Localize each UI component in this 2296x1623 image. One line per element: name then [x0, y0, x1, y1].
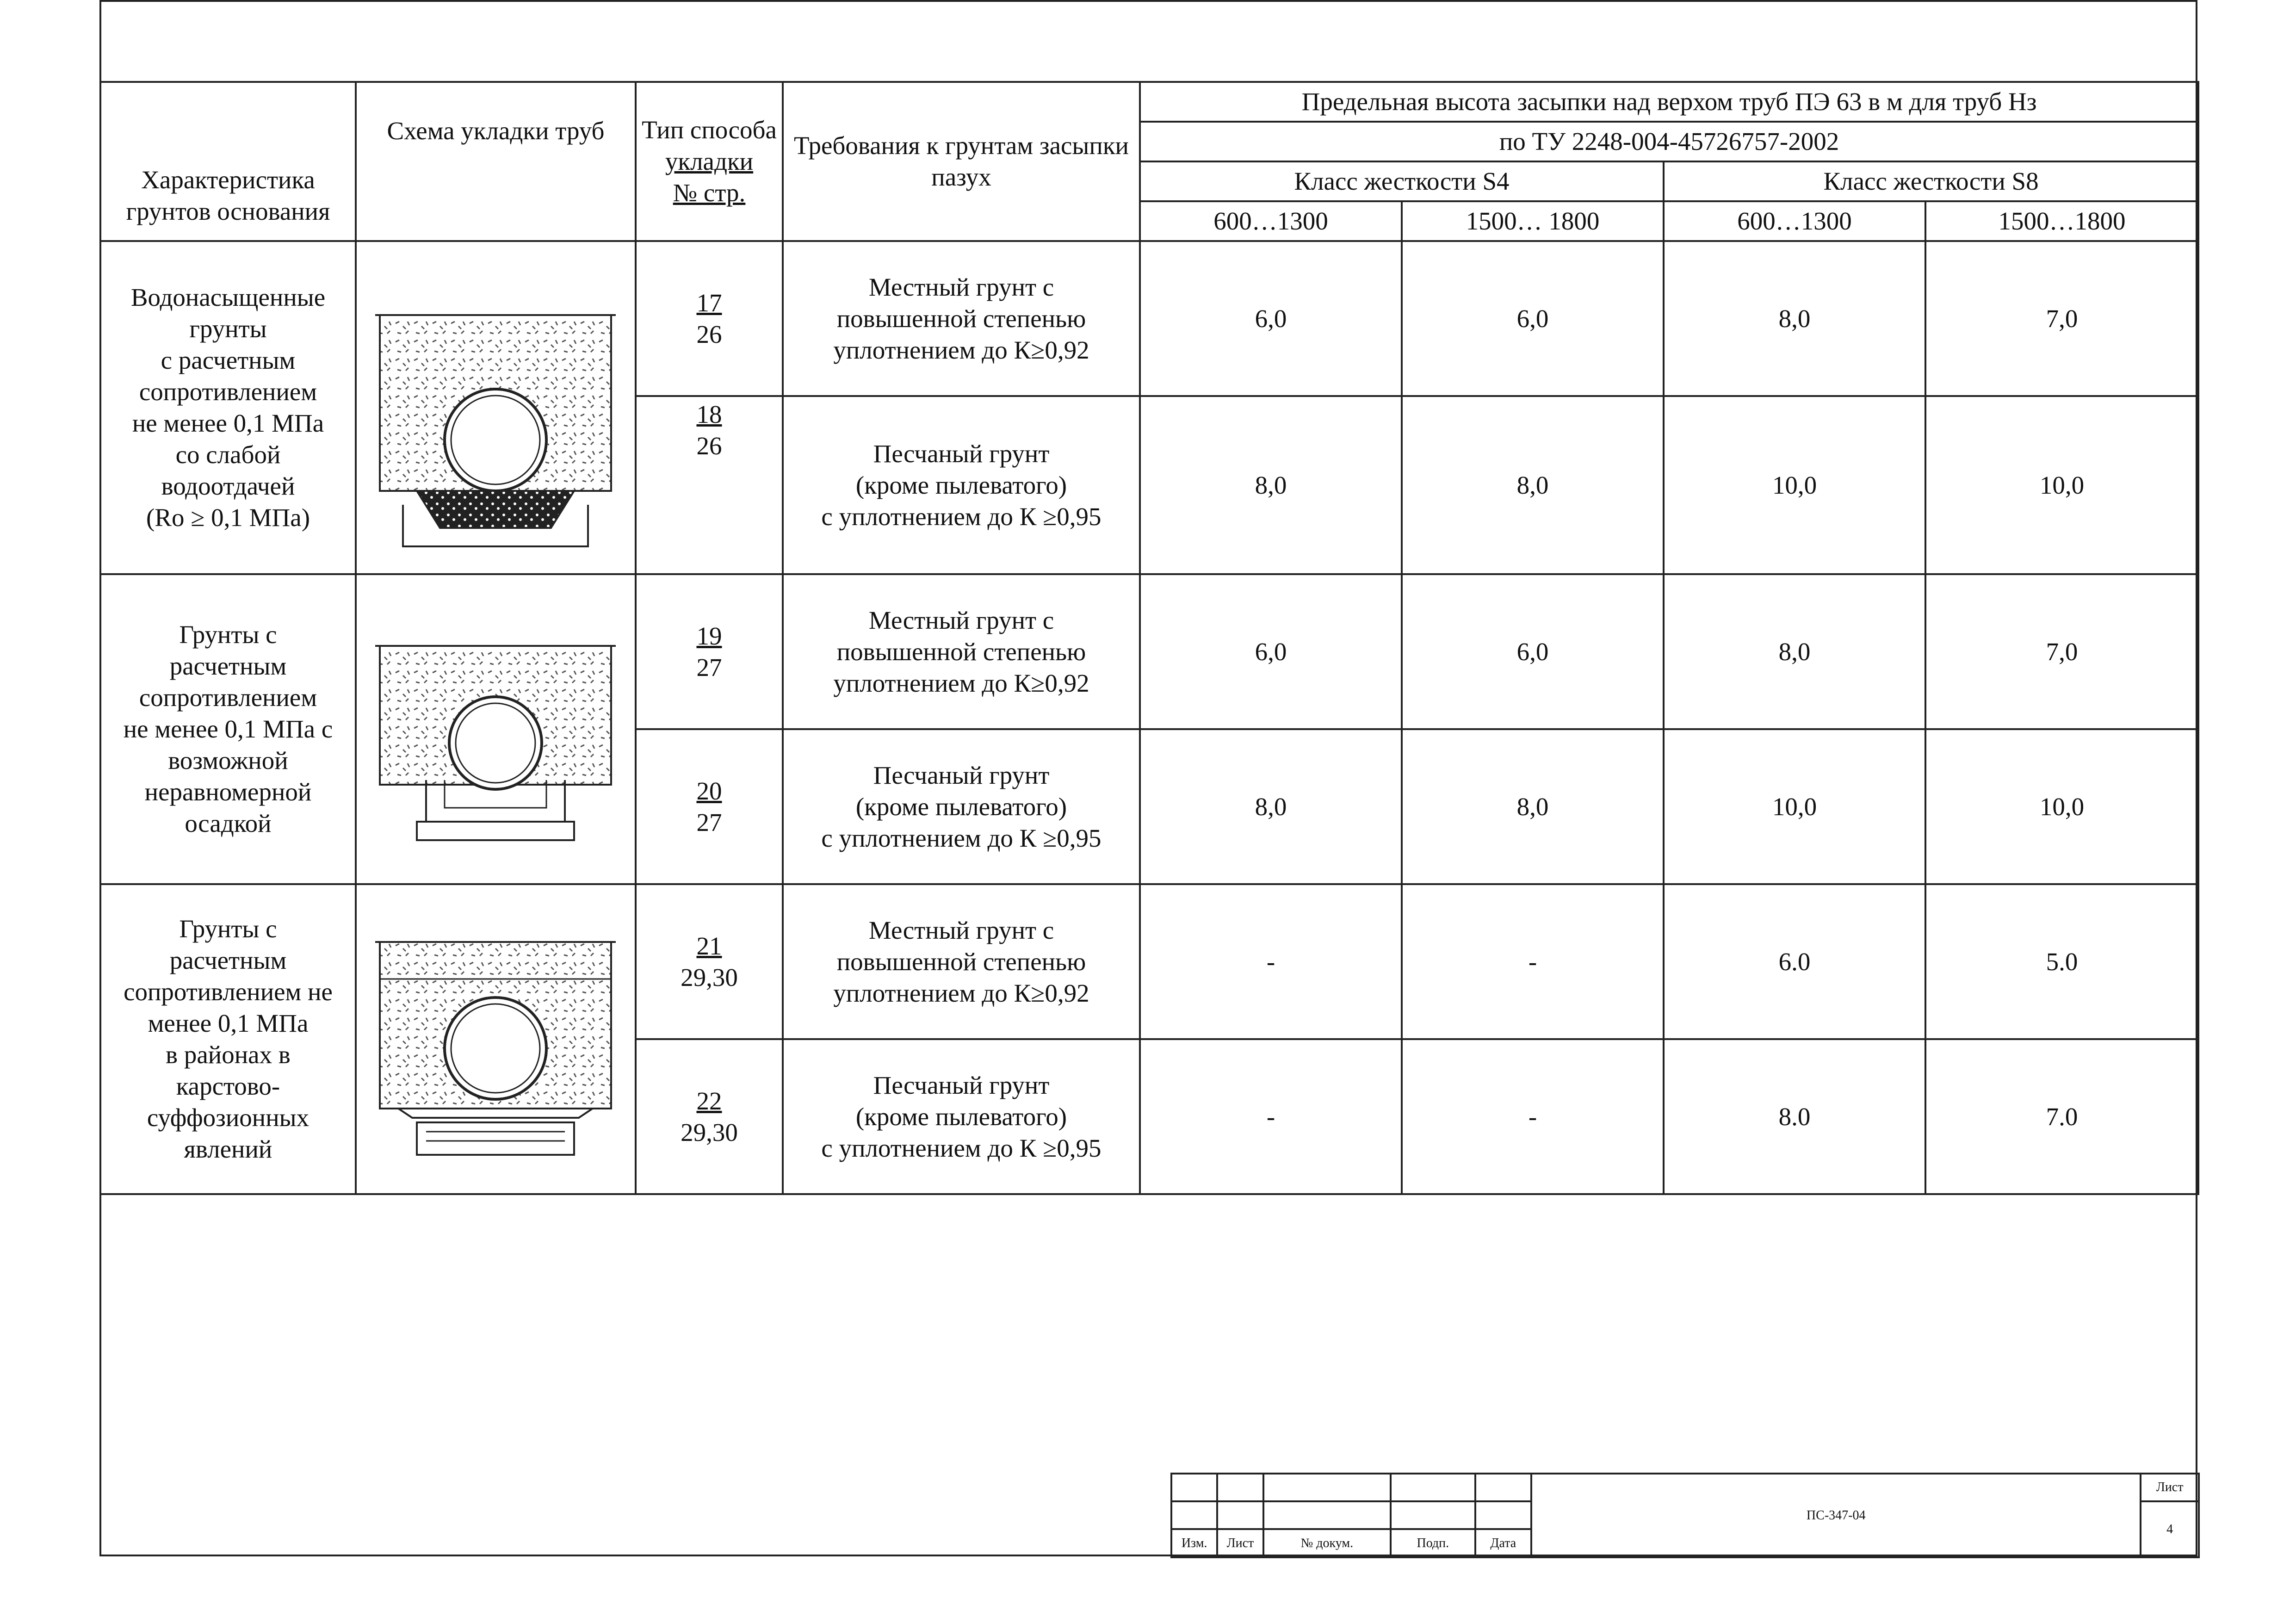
value-s8-d1: 6.0: [1664, 884, 1925, 1039]
table-row: [100, 884, 2198, 1039]
header-type: [636, 82, 783, 241]
backfill-table: [99, 81, 2199, 1195]
laying-type-cell: [636, 574, 783, 729]
document-number: ПС-347-04: [1531, 1474, 2141, 1557]
laying-type-page: 29,30: [681, 1118, 738, 1146]
stamp-podp: Подп.: [1391, 1529, 1475, 1557]
value-s4-d2: -: [1402, 1039, 1664, 1194]
laying-type-cell: [636, 729, 783, 884]
value-s8-d1: 10,0: [1664, 729, 1925, 884]
laying-type-cell: [636, 396, 783, 574]
header-scheme: Схема укладки труб: [356, 82, 636, 241]
pipe-trench-drawing: [357, 576, 634, 882]
value-s8-d2: 7,0: [1925, 574, 2198, 729]
soil-characteristic: Грунты с расчетным сопротивлением не менее 0,1 МПа в районах в карстово- суффозионных явлений: [100, 884, 356, 1194]
backfill-requirement: Местный грунт с повышенной степенью уплотнением до К≥0,92: [783, 574, 1140, 729]
sheet-label: Лист: [2141, 1474, 2199, 1501]
pipe-trench-drawing: [357, 246, 634, 570]
laying-type-page: 29,30: [681, 963, 738, 991]
value-s8-d2: 7.0: [1925, 1039, 2198, 1194]
stamp-data: Дата: [1475, 1529, 1532, 1557]
value-s8-d1: 10,0: [1664, 396, 1925, 574]
value-s8-d2: 5.0: [1925, 884, 2198, 1039]
header-type-line2: укладки: [665, 147, 754, 175]
value-s4-d1: -: [1140, 1039, 1402, 1194]
sheet-number: 4: [2141, 1501, 2199, 1557]
title-block: [1170, 1473, 2200, 1556]
header-diameter-3: 600…1300: [1664, 201, 1925, 241]
value-s4-d1: -: [1140, 884, 1402, 1039]
value-s8-d2: 7,0: [1925, 241, 2198, 396]
backfill-requirement: Местный грунт с повышенной степенью уплотнением до К≥0,92: [783, 241, 1140, 396]
value-s8-d2: 10,0: [1925, 729, 2198, 884]
laying-type-cell: [636, 241, 783, 396]
backfill-requirement: Песчаный грунт (кроме пылеватого) с уплотнением до К ≥0,95: [783, 396, 1140, 574]
laying-type-page: 26: [696, 432, 722, 460]
table-row: [100, 241, 2198, 396]
laying-type-page: 27: [696, 653, 722, 681]
header-class-s4: Класс жесткости S4: [1140, 161, 1664, 201]
stamp-dokum: № докум.: [1263, 1529, 1391, 1557]
value-s8-d2: 10,0: [1925, 396, 2198, 574]
laying-type-number: 20: [696, 776, 722, 805]
header-requirements: Требования к грунтам засыпки пазух: [783, 82, 1140, 241]
header-type-line3: № стр.: [673, 179, 746, 207]
header-diameter-1: 600…1300: [1140, 201, 1402, 241]
header-diameter-2: 1500… 1800: [1402, 201, 1664, 241]
laying-type-number: 18: [696, 400, 722, 428]
header-class-s8: Класс жесткости S8: [1664, 161, 2198, 201]
value-s4-d1: 6,0: [1140, 574, 1402, 729]
header-limit-title: Предельная высота засыпки над верхом труб ПЭ 63 в м для труб Нз: [1140, 82, 2198, 122]
laying-scheme-sketch: [356, 241, 636, 574]
value-s4-d2: 6,0: [1402, 241, 1664, 396]
stamp-list: Лист: [1217, 1529, 1263, 1557]
backfill-requirement: Песчаный грунт (кроме пылеватого) с уплотнением до К ≥0,95: [783, 729, 1140, 884]
backfill-requirement: Песчаный грунт (кроме пылеватого) с уплотнением до К ≥0,95: [783, 1039, 1140, 1194]
value-s4-d2: 8,0: [1402, 729, 1664, 884]
laying-scheme-sketch: [356, 574, 636, 884]
value-s8-d1: 8.0: [1664, 1039, 1925, 1194]
laying-type-page: 27: [696, 808, 722, 836]
laying-type-number: 17: [696, 288, 722, 317]
value-s4-d2: 8,0: [1402, 396, 1664, 574]
laying-type-number: 21: [696, 931, 722, 960]
laying-type-number: 22: [696, 1086, 722, 1115]
value-s4-d1: 8,0: [1140, 396, 1402, 574]
header-type-line1: Тип способа: [642, 116, 777, 144]
laying-type-page: 26: [696, 320, 722, 348]
value-s4-d2: 6,0: [1402, 574, 1664, 729]
backfill-requirement: Местный грунт с повышенной степенью уплотнением до К≥0,92: [783, 884, 1140, 1039]
soil-characteristic: Водонасыщенные грунты с расчетным сопротивлением не менее 0,1 МПа со слабой водоотдачей (Ro ≥ 0,1 МПа): [100, 241, 356, 574]
soil-characteristic: Грунты с расчетным сопротивлением не менее 0,1 МПа с возможной неравномерной осадкой: [100, 574, 356, 884]
laying-scheme-sketch: [356, 884, 636, 1194]
value-s4-d1: 6,0: [1140, 241, 1402, 396]
stamp-izm: Изм.: [1171, 1529, 1217, 1557]
table-row: [100, 574, 2198, 729]
value-s4-d1: 8,0: [1140, 729, 1402, 884]
laying-type-cell: [636, 884, 783, 1039]
header-limit-spec: по ТУ 2248-004-45726757-2002: [1140, 122, 2198, 161]
value-s8-d1: 8,0: [1664, 241, 1925, 396]
laying-type-cell: [636, 1039, 783, 1194]
header-diameter-4: 1500…1800: [1925, 201, 2198, 241]
value-s4-d2: -: [1402, 884, 1664, 1039]
header-soil: Характеристика грунтов основания: [100, 82, 356, 241]
pipe-trench-drawing: [357, 886, 634, 1192]
laying-type-number: 19: [696, 621, 722, 650]
value-s8-d1: 8,0: [1664, 574, 1925, 729]
